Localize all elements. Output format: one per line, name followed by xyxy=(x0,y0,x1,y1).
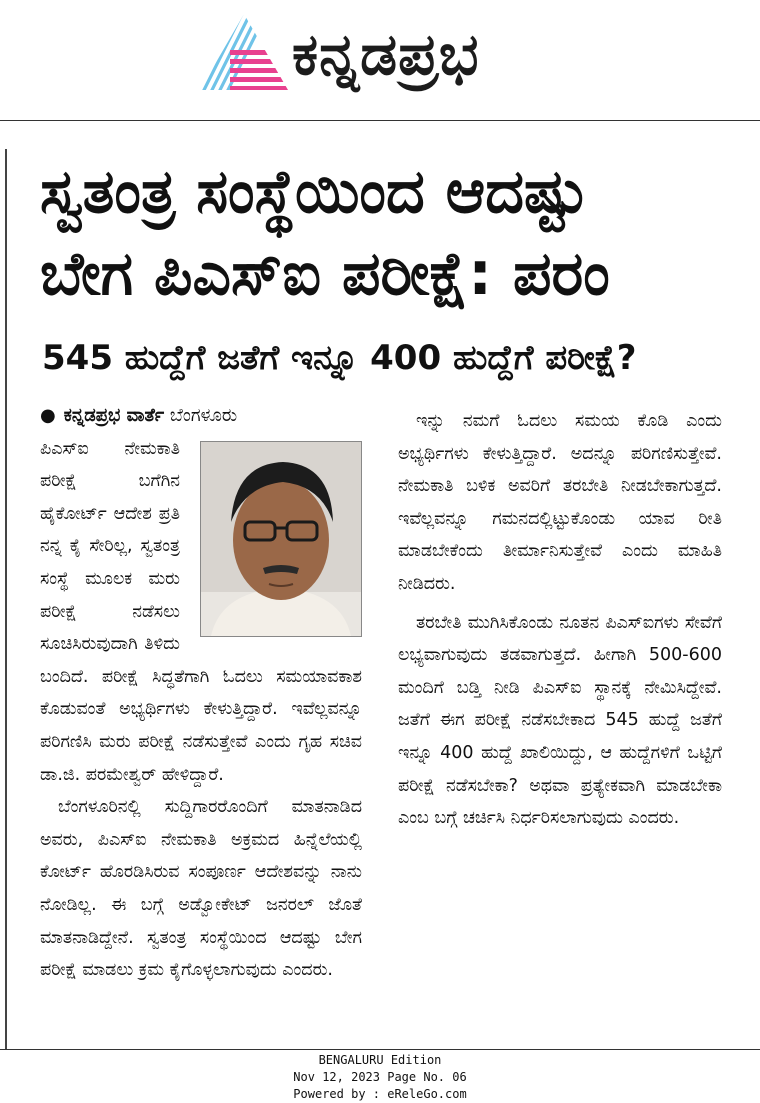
byline xyxy=(40,400,362,433)
kannada-prabha-logo-icon xyxy=(200,14,288,90)
paragraph-3: ಇನ್ನು ನಮಗೆ ಓದಲು ಸಮಯ ಕೊಡಿ ಎಂದು ಅಭ್ಯರ್ಥಿಗಳು ಕೇಳುತ್ತಿದ್ದಾರೆ. ಅದನ್ನೂ ಪರಿಗಣಿಸುತ್ತೇವೆ. ನೇಮಕಾತಿ ಬಳಿಕ ಅವರಿಗೆ ತರಬೇತಿ ನೀಡಬೇಕಾಗುತ್ತದೆ. ಇವೆಲ್ಲವನ್ನೂ ಗಮನದಲ್ಲಿಟ್ಟುಕೊಂಡು ಯಾವ ರೀತಿ ಮಾಡಬೇಕೆಂದು ತೀರ್ಮಾನಿಸುತ್ತೇವೆ ಎಂದು ಮಾಹಿತಿ ನೀಡಿದರು. xyxy=(398,411,722,594)
logo-triangle-graphic xyxy=(200,14,288,90)
byline-source: ಕನ್ನಡಪ್ರಭ ವಾರ್ತೆ xyxy=(63,405,165,426)
article-column-left xyxy=(40,400,362,987)
paragraph-1: ಪಿಎಸ್‌ಐ ನೇಮಕಾತಿ ಪರೀಕ್ಷೆ ಬಗೆಗಿನ ಹೈಕೋರ್ಟ್ ಆದೇಶ ಪ್ರತಿ ನನ್ನ ಕೈ ಸೇರಿಲ್ಲ, ಸ್ವತಂತ್ರ ಸಂಸ್ಥೆ ಮೂಲಕ ಮರು ಪರೀಕ್ಷೆ ನಡೆಸಲು ಸೂಚಿಸಿರುವುದಾಗಿ ತಿಳಿದು ಬಂದಿದೆ. ಪರೀಕ್ಷೆ ಸಿದ್ಧತೆಗಾಗಿ ಓದಲು ಸಮಯಾವಕಾಶ ಕೊಡುವಂತೆ ಅಭ್ಯರ್ಥಿಗಳು ಕೇಳುತ್ತಿದ್ದಾರೆ. ಇವೆಲ್ಲವನ್ನೂ ಪರಿಗಣಿಸಿ ಮರು ಪರೀಕ್ಷೆ ನಡೆಸುತ್ತೇವೆ ಎಂದು ಗೃಹ ಸಚಿವ ಡಾ.ಜಿ. ಪರಮೇಶ್ವರ್ ಹೇಳಿದ್ದಾರೆ. xyxy=(40,438,362,785)
portrait-image xyxy=(201,442,361,636)
headline-line-1: ಸ್ವತಂತ್ರ ಸಂಸ್ಥೆಯಿಂದ ಆದಷ್ಟು xyxy=(40,157,589,227)
edition-label: BENGALURU Edition xyxy=(318,1053,442,1067)
logo-wordmark: ಕನ್ನಡಪ್ರಭ xyxy=(292,20,480,88)
headline xyxy=(40,151,730,315)
bullet-icon: ● xyxy=(40,405,56,426)
paragraph-4: ತರಬೇತಿ ಮುಗಿಸಿಕೊಂಡು ನೂತನ ಪಿಎಸ್‌ಐಗಳು ಸೇವೆಗೆ ಲಭ್ಯವಾಗುವುದು ತಡವಾಗುತ್ತದೆ. ಹೀಗಾಗಿ 500-600 ಮಂದಿಗೆ ಬಡ್ತಿ ನೀಡಿ ಪಿಎಸ್‌ಐ ಸ್ಥಾನಕ್ಕೆ ನೇಮಿಸಿದ್ದೇವೆ. ಜತೆಗೆ ಈಗ ಪರೀಕ್ಷೆ ನಡೆಸಬೇಕಾದ 545 ಹುದ್ದೆ ಜತೆಗೆ ಇನ್ನೂ 400 ಹುದ್ದೆ ಖಾಲಿಯಿದ್ದು, ಆ ಹುದ್ದೆಗಳಿಗೆ ಒಟ್ಟಿಗೆ ಪರೀಕ್ಷೆ ನಡೆಸಬೇಕಾ? ಅಥವಾ ಪ್ರತ್ಯೇಕವಾಗಿ ಮಾಡಬೇಕಾ ಎಂಬ ಬಗ್ಗೆ ಚರ್ಚಿಸಿ ನಿರ್ಧರಿಸಲಾಗುವುದು ಎಂದರು. xyxy=(398,612,722,829)
article xyxy=(0,121,760,1049)
powered-by-label: Powered by : eReleGo.com xyxy=(293,1087,467,1101)
paragraph-2: ಬೆಂಗಳೂರಿನಲ್ಲಿ ಸುದ್ದಿಗಾರರೊಂದಿಗೆ ಮಾತನಾಡಿದ ಅವರು, ಪಿಎಸ್‌ಐ ನೇಮಕಾತಿ ಅಕ್ರಮದ ಹಿನ್ನೆಲೆಯಲ್ಲಿ ಕೋರ್ಟ್ ಹೊರಡಿಸಿರುವ ಸಂಪೂರ್ಣ ಆದೇಶವನ್ನು ನಾನು ನೋಡಿಲ್ಲ. ಈ ಬಗ್ಗೆ ಅಡ್ವೋಕೇಟ್ ಜನರಲ್ ಜೊತೆ ಮಾತನಾಡಿದ್ದೇನೆ. ಸ್ವತಂತ್ರ ಸಂಸ್ಥೆಯಿಂದ ಆದಷ್ಟು ಬೇಗ ಪರೀಕ್ಷೆ ಮಾಡಲು ಕ್ರಮ ಕೈಗೊಳ್ಳಲಾಗುವುದು ಎಂದರು. xyxy=(40,797,362,981)
date-page-label: Nov 12, 2023 Page No. 06 xyxy=(293,1070,467,1084)
minister-photo xyxy=(200,441,362,637)
subheadline: 545 ಹುದ್ದೆಗೆ ಜತೆಗೆ ಇನ್ನೂ 400 ಹುದ್ದೆಗೆ ಪರೀಕ್ಷೆ? xyxy=(42,338,637,378)
byline-place: ಬೆಂಗಳೂರು xyxy=(169,405,238,426)
column-rule xyxy=(5,149,7,1049)
masthead xyxy=(0,0,760,121)
article-column-right xyxy=(398,405,722,835)
edition-footer xyxy=(0,1049,760,1102)
headline-line-2: ಬೇಗ ಪಿಎಸ್‌ಐ ಪರೀಕ್ಷೆ: ಪರಂ xyxy=(40,239,610,309)
